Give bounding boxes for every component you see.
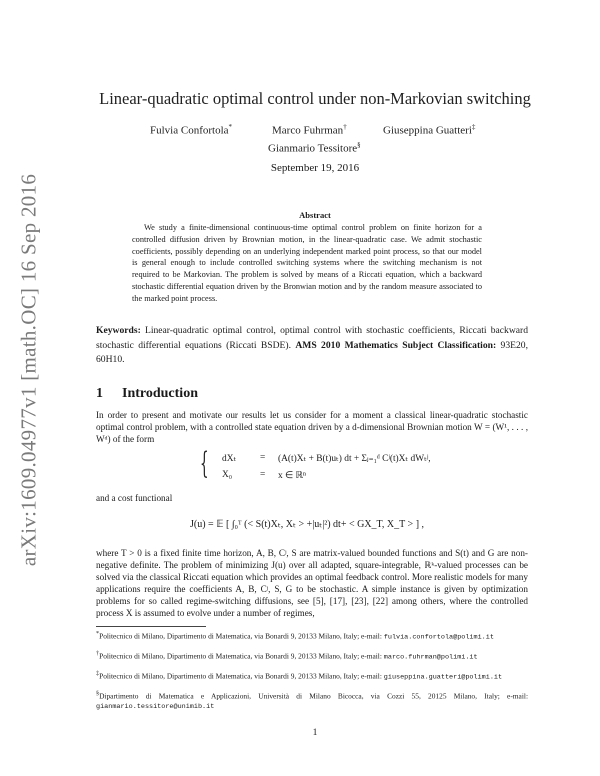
eq1-rhs: (A(t)Xₜ + B(t)uₜ) dt + Σⱼ₌₁ᵈ Cʲ(t)Xₜ dWₜʲ,	[278, 454, 431, 464]
footnote-mark: *	[96, 631, 100, 637]
footnote-2	[96, 650, 528, 663]
footnote-email[interactable]: gianmario.tessitore@unimib.it	[96, 702, 215, 711]
footnote-text: Politecnico di Milano, Dipartimento di Matematica, via Bonardi 9, 20133 Milano, Italy; e-mail:	[99, 651, 382, 661]
author-2	[272, 123, 347, 137]
footnote-text: Politecnico di Milano, Dipartimento di Matematica, via Bonardi 9, 20133 Milano, Italy; e-mail:	[99, 671, 382, 681]
intro-paragraph-2: where T > 0 is a fixed finite time horizon, A, B, Cʲ, S are matrix-valued bounded functions and S(t) and G are non-negative definite. The problem of minimizing J(u) over all adapted, square-integrable, ℝᵏ-valued processes can be solved via the classical Riccati equation which provides an optimal feedback control. More realistic models for many applications require the coefficients A, B, Cʲ, S, G to be stochastic. A simple instance is given by optimization problems for so called regime-switching diffusions, see [5], [17], [23], [22] among others, where the controlled process X is assumed to evolve under a number of regimes,	[96, 548, 528, 618]
eq2-lhs: X₀	[222, 470, 233, 480]
keywords-label: Keywords:	[96, 325, 141, 336]
cost-equation: J(u) = 𝔼 [ ∫₀ᵀ (< S(t)Xₜ, Xₜ > +|uₜ|²) dt+ < GX_T, X_T > ] ,	[190, 519, 425, 530]
msc-label: AMS 2010 Mathematics Subject Classification:	[295, 339, 497, 351]
section-number: 1	[96, 386, 103, 401]
footnote-text: Dipartimento di Matematica e Applicazioni, Università di Milano Bicocca, via Cozzi 55, 20125 Milano, Italy; e-mail:	[99, 691, 528, 701]
eq1-equals: =	[260, 453, 266, 463]
author-1	[150, 123, 232, 137]
footnote-mark: ‡	[96, 671, 100, 677]
eq2-equals: =	[260, 470, 266, 480]
footnote-email[interactable]: giuseppina.guatteri@polimi.it	[383, 673, 503, 682]
eq2-rhs: x ∈ ℝⁿ	[278, 471, 306, 481]
section-heading	[96, 386, 198, 402]
paper-title: Linear-quadratic optimal control under non-Markovian switching	[99, 89, 531, 108]
left-brace: {	[200, 446, 209, 481]
author-name: Gianmario Tessitore	[268, 142, 358, 155]
keywords-block	[96, 324, 528, 368]
intro-paragraph-1: In order to present and motivate our results let us consider for a moment a classical linear-quadratic stochastic optimal control problem, with a controlled state equation driven by a d-dimensional Brownian motion W = (W¹, . . . , Wᵈ) of the form	[96, 410, 528, 444]
footnote-1	[96, 630, 528, 643]
paper-date: September 19, 2016	[270, 162, 360, 174]
footnote-mark: §	[96, 691, 100, 697]
footnote-rule	[96, 626, 206, 627]
author-name: Giuseppina Guatteri	[383, 124, 472, 137]
footnote-text: Politecnico di Milano, Dipartimento di Matematica, via Bonardi 9, 20133 Milano, Italy; e-mail:	[99, 631, 382, 641]
arxiv-stamp	[4, 170, 54, 570]
author-4	[268, 141, 361, 155]
author-name: Fulvia Confortola	[150, 124, 229, 137]
author-3	[383, 123, 475, 137]
eq1-lhs: dXₜ	[222, 454, 237, 464]
author-mark: §	[357, 141, 361, 149]
author-mark: ‡	[471, 123, 476, 131]
section-title: Introduction	[122, 386, 198, 401]
author-name: Marco Fuhrman	[272, 124, 344, 137]
state-equation	[200, 446, 460, 488]
author-mark: *	[228, 123, 233, 131]
abstract-heading: Abstract	[299, 210, 331, 220]
author-mark: †	[343, 123, 347, 131]
msc-value: 93E20, 60H10.	[96, 339, 528, 365]
cost-intro: and a cost functional	[96, 493, 173, 503]
footnote-email[interactable]: fulvia.confortola@polimi.it	[383, 633, 494, 642]
footnote-mark: †	[96, 651, 100, 657]
footnote-4	[96, 690, 528, 712]
footnote-3	[96, 670, 528, 683]
abstract-text: We study a finite-dimensional continuous-time optimal control problem on finite horizon for a controlled diffusion driven by Brownian motion, in the linear-quadratic case. We admit stochastic coefficients, possibly depending on an underlying independent marked point process, so that our model is general enough to include controlled switching systems where the switching mechanism is not required to be Markovian. The problem is solved by means of a Riccati equation, which a backward stochastic differential equation driven by the Bronwian motion and by the random measure associated to the marked point process.	[132, 223, 482, 303]
page-number: 1	[312, 727, 318, 738]
footnote-email[interactable]: marco.fuhrman@polimi.it	[383, 653, 478, 662]
keywords-text: Linear-quadratic optimal control, optimal control with stochastic coefficients, Riccati backward stochastic differential equations (Riccati BSDE).	[96, 325, 528, 351]
arxiv-stamp-text: arXiv:1609.04977v1 [math.OC] 16 Sep 2016	[16, 173, 41, 567]
